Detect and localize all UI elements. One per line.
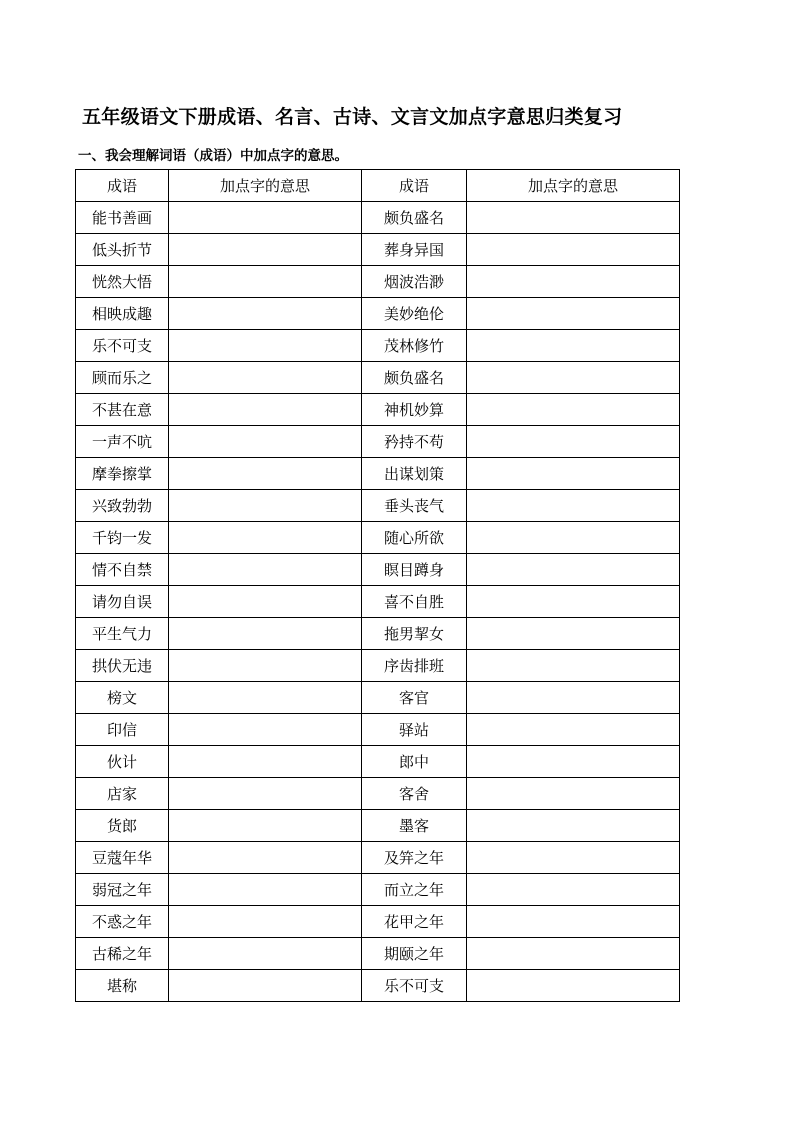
idiom-cell-left: 拱伏无违 — [76, 650, 169, 682]
meaning-answer-cell-left[interactable] — [169, 810, 362, 842]
idiom-cell-left: 相映成趣 — [76, 298, 169, 330]
header-meaning-left: 加点字的意思 — [169, 170, 362, 202]
table-row — [76, 938, 680, 970]
table-row — [76, 970, 680, 1002]
header-meaning-right: 加点字的意思 — [467, 170, 680, 202]
idiom-cell-right: 客舍 — [362, 778, 467, 810]
idiom-cell-left: 店家 — [76, 778, 169, 810]
idiom-cell-left: 恍然大悟 — [76, 266, 169, 298]
section-heading: 一、我会理解词语（成语）中加点字的意思。 — [78, 148, 348, 164]
table-row — [76, 234, 680, 266]
meaning-answer-cell-left[interactable] — [169, 202, 362, 234]
idiom-cell-right: 序齿排班 — [362, 650, 467, 682]
meaning-answer-cell-right[interactable] — [467, 714, 680, 746]
idiom-cell-right: 垂头丧气 — [362, 490, 467, 522]
meaning-answer-cell-right[interactable] — [467, 682, 680, 714]
idiom-cell-right: 颇负盛名 — [362, 202, 467, 234]
meaning-answer-cell-right[interactable] — [467, 970, 680, 1002]
meaning-answer-cell-left[interactable] — [169, 842, 362, 874]
meaning-answer-cell-left[interactable] — [169, 618, 362, 650]
idiom-cell-right: 期颐之年 — [362, 938, 467, 970]
idiom-cell-left: 古稀之年 — [76, 938, 169, 970]
idiom-cell-left: 货郎 — [76, 810, 169, 842]
table-row — [76, 650, 680, 682]
table-row — [76, 714, 680, 746]
table-row — [76, 874, 680, 906]
meaning-answer-cell-right[interactable] — [467, 202, 680, 234]
meaning-answer-cell-right[interactable] — [467, 490, 680, 522]
meaning-answer-cell-right[interactable] — [467, 394, 680, 426]
meaning-answer-cell-right[interactable] — [467, 618, 680, 650]
meaning-answer-cell-left[interactable] — [169, 234, 362, 266]
meaning-answer-cell-right[interactable] — [467, 554, 680, 586]
table-row — [76, 266, 680, 298]
table-row — [76, 906, 680, 938]
idiom-cell-right: 而立之年 — [362, 874, 467, 906]
meaning-answer-cell-right[interactable] — [467, 586, 680, 618]
idiom-cell-right: 花甲之年 — [362, 906, 467, 938]
meaning-answer-cell-left[interactable] — [169, 394, 362, 426]
meaning-answer-cell-right[interactable] — [467, 906, 680, 938]
table-row — [76, 458, 680, 490]
idiom-cell-left: 兴致勃勃 — [76, 490, 169, 522]
table-row — [76, 522, 680, 554]
meaning-answer-cell-right[interactable] — [467, 778, 680, 810]
idiom-cell-right: 茂林修竹 — [362, 330, 467, 362]
idiom-cell-left: 印信 — [76, 714, 169, 746]
idiom-cell-right: 烟波浩渺 — [362, 266, 467, 298]
idiom-cell-left: 乐不可支 — [76, 330, 169, 362]
idiom-cell-left: 请勿自误 — [76, 586, 169, 618]
idiom-cell-left: 堪称 — [76, 970, 169, 1002]
idiom-cell-right: 喜不自胜 — [362, 586, 467, 618]
idiom-cell-left: 不惑之年 — [76, 906, 169, 938]
meaning-answer-cell-left[interactable] — [169, 746, 362, 778]
idiom-cell-right: 随心所欲 — [362, 522, 467, 554]
table-row — [76, 426, 680, 458]
meaning-answer-cell-left[interactable] — [169, 714, 362, 746]
idiom-cell-right: 驿站 — [362, 714, 467, 746]
meaning-answer-cell-right[interactable] — [467, 938, 680, 970]
table-row — [76, 554, 680, 586]
idiom-cell-right: 颇负盛名 — [362, 362, 467, 394]
meaning-answer-cell-right[interactable] — [467, 298, 680, 330]
table-row — [76, 746, 680, 778]
meaning-answer-cell-left[interactable] — [169, 298, 362, 330]
idiom-cell-right: 及笄之年 — [362, 842, 467, 874]
meaning-answer-cell-left[interactable] — [169, 554, 362, 586]
meaning-answer-cell-right[interactable] — [467, 362, 680, 394]
meaning-answer-cell-right[interactable] — [467, 234, 680, 266]
idiom-cell-left: 平生气力 — [76, 618, 169, 650]
idiom-cell-right: 乐不可支 — [362, 970, 467, 1002]
meaning-answer-cell-left[interactable] — [169, 906, 362, 938]
meaning-answer-cell-left[interactable] — [169, 458, 362, 490]
idiom-cell-right: 客官 — [362, 682, 467, 714]
meaning-answer-cell-right[interactable] — [467, 874, 680, 906]
vocabulary-table — [75, 169, 680, 1002]
meaning-answer-cell-left[interactable] — [169, 522, 362, 554]
meaning-answer-cell-right[interactable] — [467, 746, 680, 778]
table-row — [76, 810, 680, 842]
meaning-answer-cell-left[interactable] — [169, 938, 362, 970]
meaning-answer-cell-left[interactable] — [169, 874, 362, 906]
idiom-cell-right: 郎中 — [362, 746, 467, 778]
table-row — [76, 586, 680, 618]
meaning-answer-cell-right[interactable] — [467, 522, 680, 554]
idiom-cell-left: 摩拳擦掌 — [76, 458, 169, 490]
meaning-answer-cell-left[interactable] — [169, 362, 362, 394]
meaning-answer-cell-left[interactable] — [169, 650, 362, 682]
meaning-answer-cell-right[interactable] — [467, 330, 680, 362]
idiom-cell-right: 瞑目蹲身 — [362, 554, 467, 586]
idiom-cell-left: 弱冠之年 — [76, 874, 169, 906]
idiom-cell-left: 一声不吭 — [76, 426, 169, 458]
header-idiom-left: 成语 — [76, 170, 169, 202]
table-row — [76, 618, 680, 650]
idiom-cell-right: 美妙绝伦 — [362, 298, 467, 330]
meaning-answer-cell-right[interactable] — [467, 842, 680, 874]
table-row — [76, 490, 680, 522]
meaning-answer-cell-right[interactable] — [467, 266, 680, 298]
idiom-cell-left: 低头折节 — [76, 234, 169, 266]
idiom-cell-right: 矜持不苟 — [362, 426, 467, 458]
idiom-cell-left: 榜文 — [76, 682, 169, 714]
meaning-answer-cell-left[interactable] — [169, 586, 362, 618]
meaning-answer-cell-left[interactable] — [169, 426, 362, 458]
idiom-cell-left: 顾而乐之 — [76, 362, 169, 394]
idiom-cell-right: 拖男挈女 — [362, 618, 467, 650]
meaning-answer-cell-left[interactable] — [169, 490, 362, 522]
table-row — [76, 202, 680, 234]
idiom-cell-right: 葬身异国 — [362, 234, 467, 266]
meaning-answer-cell-left[interactable] — [169, 682, 362, 714]
table-row — [76, 330, 680, 362]
meaning-answer-cell-left[interactable] — [169, 778, 362, 810]
meaning-answer-cell-right[interactable] — [467, 650, 680, 682]
table-row — [76, 682, 680, 714]
meaning-answer-cell-right[interactable] — [467, 426, 680, 458]
meaning-answer-cell-right[interactable] — [467, 810, 680, 842]
meaning-answer-cell-left[interactable] — [169, 970, 362, 1002]
idiom-cell-left: 不甚在意 — [76, 394, 169, 426]
meaning-answer-cell-left[interactable] — [169, 266, 362, 298]
idiom-cell-left: 情不自禁 — [76, 554, 169, 586]
header-idiom-right: 成语 — [362, 170, 467, 202]
meaning-answer-cell-right[interactable] — [467, 458, 680, 490]
meaning-answer-cell-left[interactable] — [169, 330, 362, 362]
table-row — [76, 394, 680, 426]
idiom-cell-left: 伙计 — [76, 746, 169, 778]
idiom-cell-right: 墨客 — [362, 810, 467, 842]
page-title: 五年级语文下册成语、名言、古诗、文言文加点字意思归类复习 — [82, 106, 623, 128]
table-row — [76, 298, 680, 330]
idiom-cell-right: 出谋划策 — [362, 458, 467, 490]
table-header-row — [76, 170, 680, 202]
table-row — [76, 362, 680, 394]
idiom-cell-left: 千钧一发 — [76, 522, 169, 554]
idiom-cell-left: 能书善画 — [76, 202, 169, 234]
idiom-cell-left: 豆蔻年华 — [76, 842, 169, 874]
table-row — [76, 778, 680, 810]
idiom-cell-right: 神机妙算 — [362, 394, 467, 426]
table-row — [76, 842, 680, 874]
table-body — [76, 202, 680, 1002]
